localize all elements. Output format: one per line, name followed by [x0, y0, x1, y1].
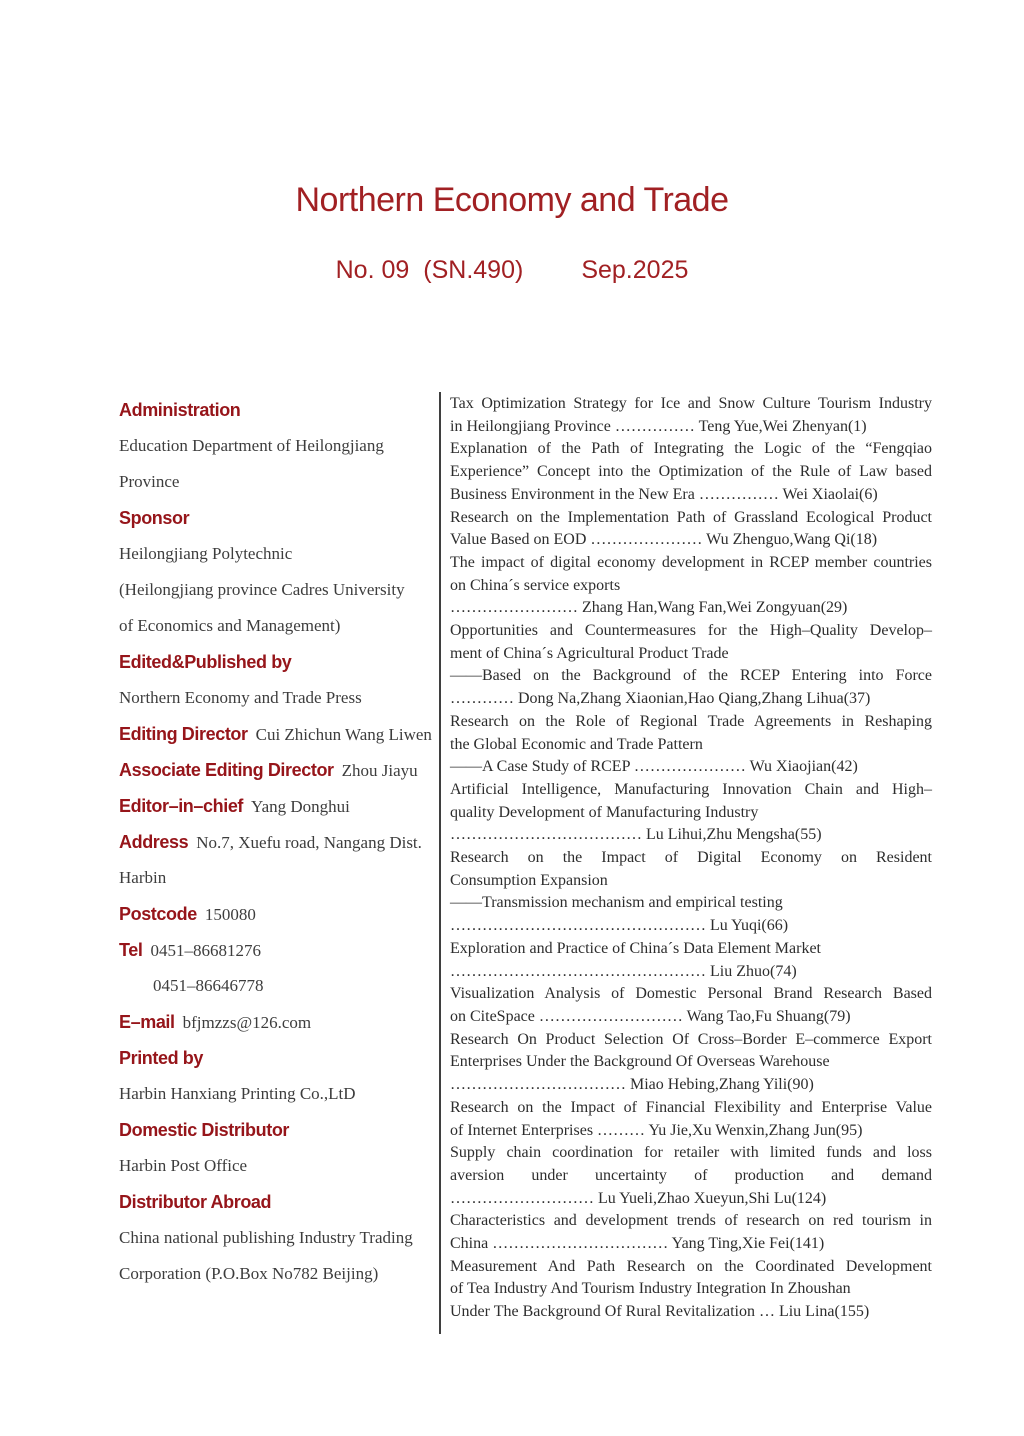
info-label: Edited&Published by — [119, 652, 292, 672]
info-value: Harbin — [119, 868, 167, 887]
info-label: Editing Director — [119, 724, 248, 744]
info-line — [119, 1220, 433, 1256]
info-heading — [119, 1040, 433, 1076]
info-value: Heilongjiang Polytechnic — [119, 544, 293, 563]
toc-line: Tax Optimization Strategy for Ice and Snow Culture Tourism Industry — [450, 395, 932, 412]
info-value: 0451–86646778 — [153, 976, 264, 995]
content-area — [119, 392, 934, 1334]
info-label: Postcode — [119, 904, 197, 924]
toc-line: Under The Background Of Rural Revitalization … Liu Lina(155) — [450, 1303, 870, 1321]
toc-line: Research on the Implementation Path of Grassland Ecological Product — [450, 508, 932, 526]
toc-line: ——Based on the Background of the RCEP Entering into Force — [450, 667, 932, 685]
toc-entry — [450, 438, 932, 506]
toc-line: Measurement And Path Research on the Coordinated Development — [450, 1257, 932, 1275]
toc-line: ——A Case Study of RCEP ………………… Wu Xiaojian(42) — [450, 758, 858, 776]
info-value: No.7, Xuefu road, Nangang Dist. — [196, 833, 422, 852]
info-line — [119, 860, 433, 896]
toc-line: ………………………………………… Lu Yuqi(66) — [450, 917, 789, 935]
info-value: China national publishing Industry Trading — [119, 1228, 413, 1247]
toc-line: Supply chain coordination for retailer with limited funds and loss — [450, 1144, 932, 1162]
toc-entry — [450, 507, 932, 552]
toc-line: aversion under uncertainty of production and demand — [450, 1166, 932, 1184]
toc-line: Research On Product Selection Of Cross–Border E–commerce Export — [450, 1030, 932, 1048]
serial-number: (SN.490) — [423, 256, 524, 284]
info-line — [119, 572, 433, 608]
info-heading — [119, 1184, 433, 1220]
info-label: Associate Editing Director — [119, 760, 334, 780]
table-of-contents — [441, 392, 932, 1334]
toc-line: the Global Economic and Trade Pattern — [450, 735, 703, 753]
toc-line: Characteristics and development trends of research on red tourism in — [450, 1212, 932, 1230]
publication-info-panel — [119, 392, 441, 1334]
info-value: Zhou Jiayu — [341, 761, 418, 780]
journal-title: Northern Economy and Trade — [295, 181, 729, 219]
toc-line: The impact of digital economy development in RCEP member countries — [450, 553, 932, 571]
toc-entry — [450, 1142, 932, 1210]
info-label: Sponsor — [119, 508, 190, 528]
info-line — [119, 968, 433, 1004]
toc-line: Research on the Impact of Digital Economy on Resident — [450, 849, 932, 867]
info-line — [119, 1148, 433, 1184]
toc-line: on CiteSpace ……………………… Wang Tao,Fu Shuang(79) — [450, 1007, 851, 1025]
info-value: bfjmzzs@126.com — [182, 1013, 312, 1032]
toc-line: ……………………… Lu Yueli,Zhao Xueyun,Shi Lu(124) — [450, 1189, 827, 1207]
toc-line: Explanation of the Path of Integrating the Logic of the “Fengqiao — [450, 440, 932, 458]
toc-line: Artificial Intelligence, Manufacturing Innovation Chain and High– — [450, 780, 932, 798]
info-line — [119, 896, 433, 932]
toc-entry — [450, 620, 932, 711]
toc-entry — [450, 779, 932, 847]
info-label: Domestic Distributor — [119, 1120, 290, 1140]
toc-line: on China´s service exports — [450, 576, 621, 594]
info-line — [119, 716, 433, 752]
info-line — [119, 752, 433, 788]
info-value: Cui Zhichun Wang Liwen — [255, 725, 432, 744]
info-label: Editor–in–chief — [119, 796, 244, 816]
info-line — [119, 428, 433, 464]
toc-line: of Internet Enterprises ……… Yu Jie,Xu Wenxin,Zhang Jun(95) — [450, 1121, 863, 1139]
toc-line: Exploration and Practice of China´s Data Element Market — [450, 939, 821, 957]
toc-line: ……………………………… Lu Lihui,Zhu Mengsha(55) — [450, 826, 822, 844]
toc-line: Experience” Concept into the Optimization of the Rule of Law based — [450, 463, 932, 481]
toc-line: Value Based on EOD ………………… Wu Zhenguo,Wang Qi(18) — [450, 531, 878, 549]
toc-line: Consumption Expansion — [450, 871, 608, 889]
toc-line: quality Development of Manufacturing Industry — [450, 803, 759, 821]
toc-entry — [450, 393, 932, 438]
toc-line: ………………………………………… Liu Zhuo(74) — [450, 962, 797, 980]
info-line — [119, 788, 433, 824]
toc-entry — [450, 1210, 932, 1255]
info-value: Province — [119, 472, 180, 491]
toc-line: ………… Dong Na,Zhang Xiaonian,Hao Qiang,Zhang Lihua(37) — [450, 690, 871, 708]
toc-line: Opportunities and Countermeasures for the High–Quality Develop– — [450, 622, 932, 640]
info-label: E–mail — [119, 1012, 175, 1032]
info-value: 0451–86681276 — [150, 941, 261, 960]
toc-line: ment of China´s Agricultural Product Trade — [450, 644, 729, 662]
toc-entry — [450, 552, 932, 620]
info-value: of Economics and Management) — [119, 616, 341, 635]
info-heading — [119, 1112, 433, 1148]
info-line — [119, 1076, 433, 1112]
toc-entry — [450, 1256, 932, 1324]
toc-line: China …………………………… Yang Ting,Xie Fei(141) — [450, 1235, 825, 1253]
info-heading — [119, 392, 433, 428]
info-value: Education Department of Heilongjiang — [119, 436, 384, 455]
toc-line: Enterprises Under the Background Of Overseas Warehouse — [450, 1053, 830, 1071]
toc-line: Business Environment in the New Era …………… Wei Xiaolai(6) — [450, 485, 878, 503]
info-line — [119, 608, 433, 644]
toc-line: Research on the Impact of Financial Flexibility and Enterprise Value — [450, 1098, 932, 1116]
info-label: Administration — [119, 400, 241, 420]
toc-entry — [450, 711, 932, 779]
info-line — [119, 680, 433, 716]
info-label: Distributor Abroad — [119, 1192, 272, 1212]
info-value: Corporation (P.O.Box No782 Beijing) — [119, 1264, 379, 1283]
toc-line: ——Transmission mechanism and empirical testing — [450, 894, 783, 912]
info-heading — [119, 500, 433, 536]
info-line — [119, 1256, 433, 1292]
info-value: (Heilongjiang province Cadres University — [119, 580, 405, 599]
info-label: Tel — [119, 940, 143, 960]
info-line — [119, 824, 433, 860]
toc-entry — [450, 847, 932, 938]
toc-entry — [450, 1097, 932, 1142]
issue-date: Sep.2025 — [581, 256, 689, 284]
issue-line — [0, 256, 1024, 285]
toc-entry — [450, 938, 932, 983]
issue-number: No. 09 — [335, 256, 410, 284]
info-value: Harbin Post Office — [119, 1156, 248, 1175]
info-value: Yang Donghui — [251, 797, 350, 816]
info-value: Northern Economy and Trade Press — [119, 688, 362, 707]
toc-line: …………………………… Miao Hebing,Zhang Yili(90) — [450, 1076, 814, 1094]
info-heading — [119, 644, 433, 680]
toc-entry — [450, 983, 932, 1028]
toc-entry — [450, 1029, 932, 1097]
info-line — [119, 536, 433, 572]
toc-line: Research on the Role of Regional Trade Agreements in Reshaping — [450, 712, 932, 730]
info-label: Address — [119, 832, 189, 852]
toc-line: of Tea Industry And Tourism Industry Integration In Zhoushan — [450, 1280, 851, 1298]
info-line — [119, 1004, 433, 1040]
toc-line: in Heilongjiang Province …………… Teng Yue,Wei Zhenyan(1) — [450, 417, 867, 435]
info-line — [119, 464, 433, 500]
info-value: Harbin Hanxiang Printing Co.,LtD — [119, 1084, 356, 1103]
info-label: Printed by — [119, 1048, 204, 1068]
info-line — [119, 932, 433, 968]
toc-line: …………………… Zhang Han,Wang Fan,Wei Zongyuan(29) — [450, 599, 848, 617]
toc-line: Visualization Analysis of Domestic Personal Brand Research Based — [450, 985, 932, 1003]
info-value: 150080 — [204, 905, 256, 924]
